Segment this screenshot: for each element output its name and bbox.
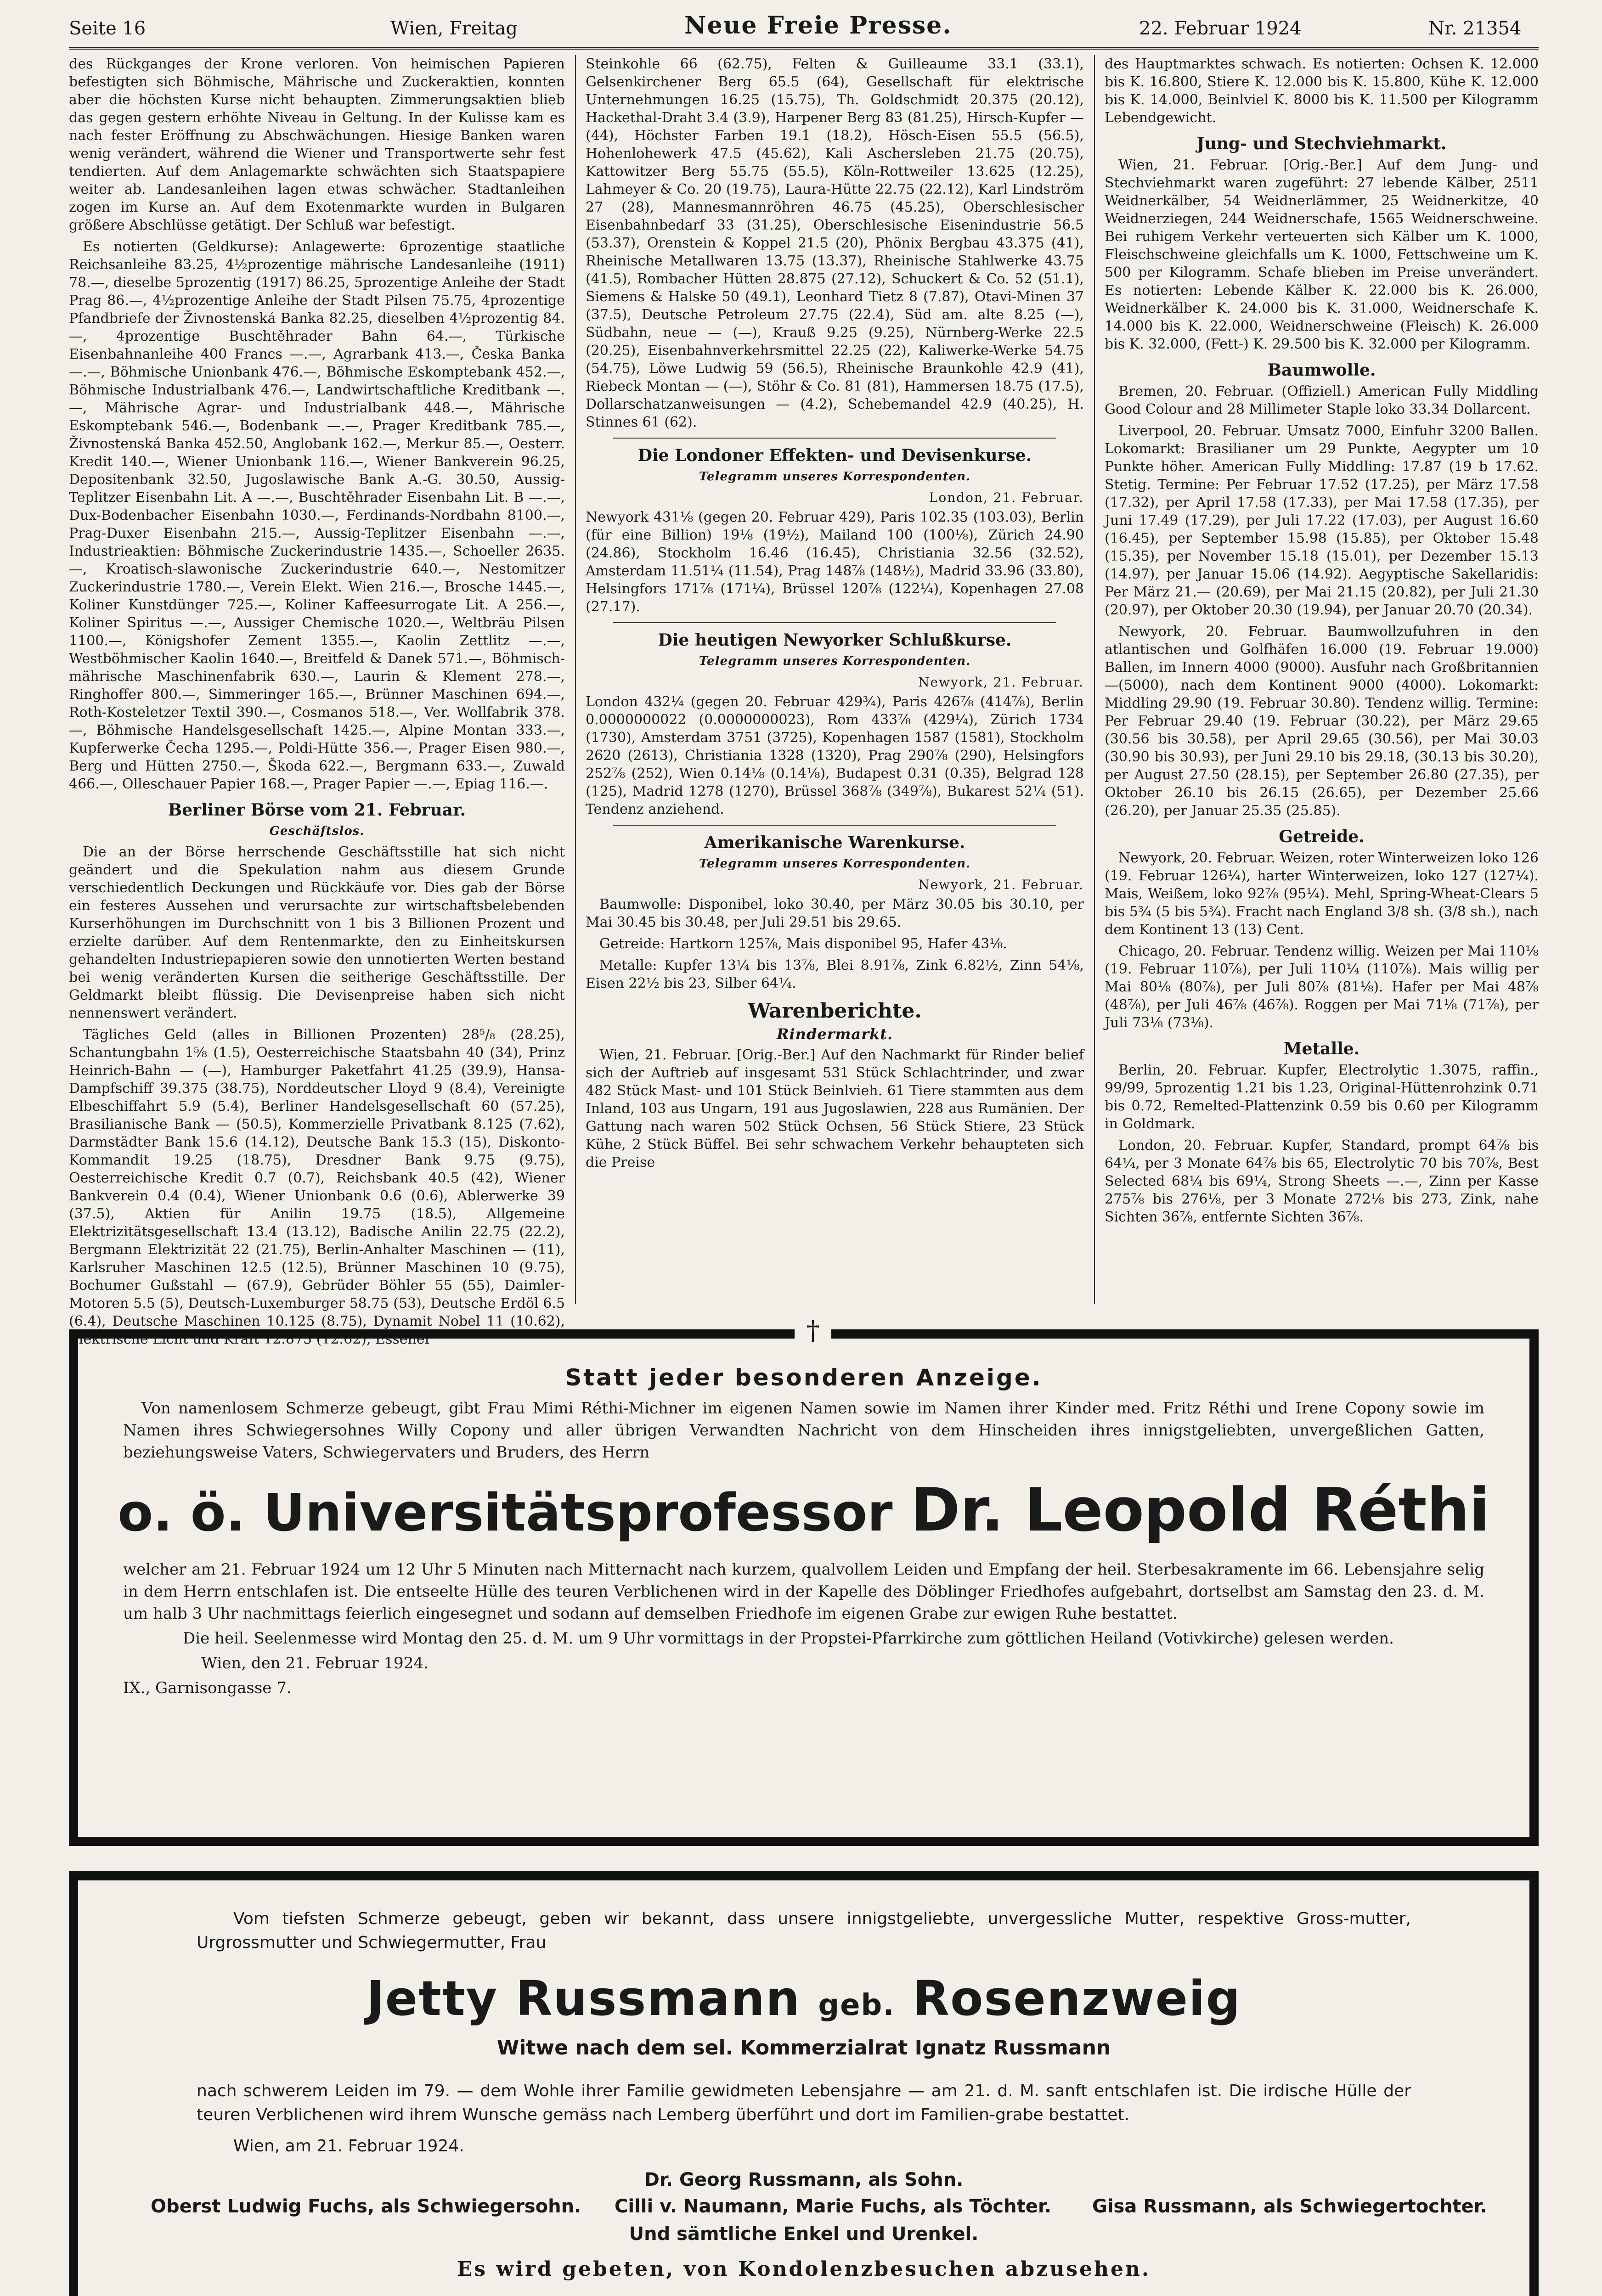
paragraph: Newyork 431⅛ (gegen 20. Februar 429), Paris 102.35 (103.03), Berlin (für eine Billion) 19⅛ (19½), Mailand 100 (100⅛), Zürich 24.90 (24.86), Stockholm 16.46 (16.45), Christiania 32.56 (32.52), Amsterdam 11.51¼ (11.54), Prag 148⅞ (148½), Madrid 33.96 (33.80), Helsingfors 171⅞ (171¼), Brüssel 120⅞ (122¼), Kopenhagen 27.08 (27.17). (586, 509, 1084, 615)
paragraph: Chicago, 20. Februar. Tendenz willig. Weizen per Mai 110⅛ (19. Februar 110⅞), per Juli 110¼ (110⅞). Mais willig per Mai 80⅛ (80⅞), per Juli 80⅞ (81⅛). Hafer per Mai 48⅞ (48⅞), per Juli 46⅞ (46⅞). Roggen per Mai 71⅛ (71⅞), per Juli 73⅛ (73⅛). (1105, 943, 1539, 1031)
section-heading: Amerikanische Warenkurse. (704, 833, 965, 852)
page-number: Seite 16 (69, 18, 146, 39)
page-header (69, 10, 1539, 50)
paragraph: Newyork, 20. Februar. Weizen, roter Winterweizen loko 126 (19. Februar 126¼), harter Winterweizen, loko 127 (127¼). Mais, Weißem, loko 92⅞ (95¼). Mehl, Spring-Wheat-Clears 5 bis 5¾ (5 bis 5¾). Fracht nach England 3/8 sh. (3/8 sh.), nach dem Kontinent 13 (13) Cent. (1105, 850, 1539, 938)
section-heading: Baumwolle. (1267, 360, 1376, 380)
obituary-text: Vom tiefsten Schmerze gebeugt, geben wir bekannt, dass unsere innigstgeliebte, unvergessliche Mutter, respektive Gross-mutter, Urgrossmutter und Schwiegermutter, Frau (197, 1909, 1411, 1952)
issue-number: Nr. 21354 (1428, 18, 1522, 39)
column-3 (1105, 55, 1539, 1304)
paragraph: Newyork, 20. Februar. Baumwollzufuhren in den atlantischen und Golfhäfen 16.000 (19. Februar 19.000) Ballen, im Innern 4000 (9000). Ausfuhr nach Großbritannien —(5000), nach dem Kontinent 9000 (4000). Lokomarkt: Middling 29.90 (19. Februar 30.80). Tendenz willig. Termine: Per Februar 29.40 (19. Februar (30.22), per März 29.65 (30.56 bis 30.58), per April 29.65 (30.56), per Mai 30.03 (30.90 bis 30.93), per Juni 29.10 bis 29.18, (30.13 bis 30.20), per August 27.50 (28.15), per September 26.80 (27.35), per Oktober 26.10 bis 26.15 (26.65), per Dezember 25.66 (26.20), per Januar 25.35 (25.85). (1105, 624, 1539, 819)
paragraph: Getreide: Hartkorn 125⅞, Mais disponibel 95, Hafer 43⅛. (599, 936, 1007, 952)
paragraph: des Hauptmarktes schwach. Es notierten: Ochsen K. 12.000 bis K. 16.800, Stiere K. 12.000 bis K. 15.800, Kühe K. 12.000 bis K. 14.000, Beinlviel K. 8000 bis K. 11.500 per Kilogramm Lebendgewicht. (1105, 56, 1539, 126)
paragraph: Tägliches Geld (alles in Billionen Prozenten) 28⁵/₈ (28.25), Schantungbahn 1⅝ (1.5), Oesterreichische Staatsbahn 40 (34), Prinz Heinrich-Bahn — (—), Hamburger Paketfahrt 41.25 (39.9), Hansa-Dampfschiff 39.375 (38.75), Norddeutscher Lloyd 9 (8.4), Vereinigte Elbeschiffahrt 5.9 (5.4), Berliner Handelsgesellschaft 60 (57.25), Brasilianische Bank — (50.5), Kommerzielle Privatbank 8.125 (7.62), Darmstädter Bank 15.6 (14.12), Deutsche Bank 15.3 (15), Diskonto-Kommandit 19.25 (18.75), Dresdner Bank 9.75 (9.75), Oesterreichische Kredit 0.7 (0.7), Reichsbank 40.5 (42), Wiener Bankverein 0.4 (0.4), Wiener Unionbank 0.6 (0.6), Ablerwerke 39 (37.5), Aktien für Anilin 19.75 (18.5), Allgemeine Elektrizitätsgesellschaft 13.4 (13.12), Badische Anilin 22.75 (22.2), Bergmann Elektrizität 22 (21.75), Berlin-Anhalter Maschinen — (11), Karlsruher Maschinen 12.5 (12.5), Brünner Maschinen 10 (9.75), Bochumer Gußstahl — (67.9), Gebrüder Böhler 55 (55), Daimler-Motoren 5.5 (5), Deutsch-Luxemburger 58.75 (53), Deutsche Erdöl 6.5 (6.4), Deutsche Maschinen 10.125 (8.75), Dynamit Nobel 11 (10.62), Elektrische Licht und Kraft 12.875 (12.62), Essener (69, 1027, 565, 1347)
obituary-date: Wien, den 21. Februar 1924. (201, 1654, 429, 1672)
deceased-name (91, 1475, 1517, 1548)
column-rule (1094, 55, 1095, 1304)
divider (613, 622, 1056, 623)
paragraph: Wien, 21. Februar. [Orig.-Ber.] Auf den Nachmarkt für Rinder belief sich der Auftrieb auf insgesamt 531 Stück Schlachtrinder, und zwar 482 Stück Mast- und 101 Stück Beinlvieh. 61 Tiere stammten aus dem Inland, 103 aus Ungarn, 191 aus Jugoslawien, 228 aus Rumänien. Der Gattung nach waren 502 Stück Ochsen, 56 Stück Stiere, 23 Stück Kühe, 2 Stück Büffel. Bei sehr schwachem Verkehr behaupteten sich die Preise (586, 1047, 1084, 1171)
paragraph: Es notierten (Geldkurse): Anlagewerte: 6prozentige staatliche Reichsanleihe 83.25, 4½prozentige mährische Landesanleihe (1911) 78.—, dieselbe 5prozentig (1917) 86.25, 5prozentige Anleihe der Stadt Prag 86.—, 4½prozentige Anleihe der Stadt Pilsen 75.75, 4prozentige Pfandbriefe der Živnostenská Banka 82.25, dieselben 4½prozentig 84.—, 4prozentige Buschtěhrader Bahn 64.—, Türkische Eisenbahnanleihe 400 Francs —.—, Agrarbank 413.—, Česka Banka —.—, Böhmische Unionbank 476.—, Böhmische Eskomptebank 452.—, Böhmische Industrialbank 476.—, Landwirtschaftliche Kreditbank —.—, Mährische Agrar- und Industrialbank 448.—, Mährische Eskomptebank 546.—, Bodenbank —.—, Prager Kreditbank 785.—, Živnostenská Banka 452.50, Anglobank 162.—, Merkur 85.—, Oesterr. Kredit 140.—, Wiener Unionbank 116.—, Wiener Bankverein 96.25, Depositenbank 32.50, Jugoslawische Bank A.-G. 30.50, Aussig-Teplitzer Eisenbahn Lit. A —.—, Buschtěhrader Eisenbahn Lit. B —.—, Dux-Bodenbacher Eisenbahn 1030.—, Ferdinands-Nordbahn 8100.—, Prag-Duxer Eisenbahn 215.—, Aussig-Teplitzer Eisenbahn —.—, Industrieaktien: Böhmische Zuckerindustrie 1435.—, Schoeller 2635.—, Kroatisch-slawonische Zuckerindustrie 640.—, Nestomitzer Zuckerindustrie 1780.—, Verein Elekt. Wien 216.—, Brosche 1445.—, Koliner Kunstdünger 725.—, Koliner Kaffeesurrogate Lit. A 256.—, Koliner Spiritus —.—, Aussiger Chemische 1020.—, Weltbräu Pilsen 1100.—, Königshofer Zement 1355.—, Kaolin Zettlitz —.—, Westböhmischer Kaolin 1640.—, Breitfeld & Danek 571.—, Böhmisch-mährische Maschinenfabrik 630.—, Laurin & Klement 278.—, Ringhoffer 800.—, Simmeringer 165.—, Brünner Maschinen 694.—, Roth-Kosteletzer Textil 390.—, Cosmanos 518.—, Ver. Wollfabrik 378.—, Böhmische Handelsgesellschaft 1425.—, Alpine Montan 333.—, Kupferwerke Čecha 1295.—, Poldi-Hütte 356.—, Prager Eisen 980.—, Berg und Hütten 2750.—, Škoda 622.—, Bergmann 633.—, Zuwald 466.—, Olleschauer Papier 168.—, Prager Papier —.—, Epiag 116.—. (69, 239, 565, 792)
signatory: Oberst Ludwig Fuchs, als Schwiegersohn. (151, 2196, 581, 2217)
header-place: Wien, Freitag (390, 18, 518, 39)
paragraph: des Rückganges der Krone verloren. Von heimischen Papieren befestigten sich Böhmische, Mährische und Zuckeraktien, konnten aber die höchsten Kurse nicht behaupten. Zimmerungsaktien blieb das gegen gestern erhöhte Niveau in Geltung. In der Kulisse kam es nach fester Eröffnung zu Abschwächungen. Hiesige Banken waren wenig verändert, während die Wiener und Transportwerte sehr fest tendierten. Auf dem Anlagemarkte schwächten sich Staatspapiere weiter ab. Landesanleihen lagen etwas schwächer. Stadtanleihen zogen im Kurse an. Auf dem Exotenmarkte wurden in Bulgaren größere Abschlüsse getätigt. Der Schluß war befestigt. (69, 56, 565, 233)
obituary-date: Wien, am 21. Februar 1924. (233, 2137, 464, 2155)
paragraph: Die an der Börse herrschende Geschäftsstille hat sich nicht geändert und die Spekulation nahm aus diesem Grunde verschiedentlich Deckungen und Rückkäufe vor. Dies gab der Börse ein festeres Aussehen und verursachte zur wirtschaftsbelebenden Kurserhöhungen im Durchschnitt von 1 bis 3 Billionen Prozent und erzielte darüber. Auf dem Rentenmarkte, den zu Einheitskursen gehandelten Industriepapieren sowie den unnotierten Werten bestand bei wenig veränderten Kursen die seitherige Geschäftsstille. Der Geldmarkt bleibt flüssig. Die Devisenpreise haben sich nicht nennenswert verändert. (69, 844, 565, 1021)
signatory: Dr. Georg Russmann, als Sohn. (644, 2169, 964, 2190)
section-heading: Getreide. (1279, 827, 1365, 846)
signatory-row (91, 2193, 1517, 2221)
paragraph: Wien, 21. Februar. [Orig.-Ber.] Auf dem Jung- und Stechviehmarkt waren zugeführt: 27 lebende Kälber, 2511 Weidnerkälber, 54 Weidnerlämmer, 25 Weidnerkitze, 40 Weidnerziegen, 244 Weidnerschafe, 1565 Weidnerschweine. Bei ruhigem Verkehr verteuerten sich Kälber um K. 1000, Fleischschweine gleichfalls um K. 1000, Fettschweine um K. 500 per Kilogramm. Schafe blieben im Preise unverändert. Es notierten: Lebende Kälber K. 22.000 bis K. 26.000, Weidnerkälber K. 24.000 bis K. 31.000, Weidnerschafe K. 14.000 bis K. 22.000, Weidnerschweine (Fleisch) K. 26.000 bis K. 32.000, (Fett-) K. 29.500 bis K. 32.000 per Kilogramm. (1105, 157, 1539, 352)
divider (613, 825, 1056, 826)
signatory: Und sämtliche Enkel und Urenkel. (629, 2223, 979, 2245)
section-heading: Metalle. (1283, 1039, 1360, 1058)
obituary-text: nach schwerem Leiden im 79. — dem Wohle ihrer Familie gewidmeten Lebensjahre — am 21. d. M. sanft entschlafen ist. Die irdische Hülle der teuren Verblichenen wird ihrem Wunsche gemäss nach Lemberg überführt und dort im Familien-grabe bestattet. (197, 2082, 1411, 2124)
paragraph: London 432¼ (gegen 20. Februar 429¾), Paris 426⅞ (414⅞), Berlin 0.0000000022 (0.0000000023), Rom 433⅞ (429¼), Zürich 1734 (1730), Amsterdam 3751 (3725), Kopenhagen 1587 (1581), Stockholm 2620 (2613), Christiania 1328 (1320), Prag 290⅞ (290), Helsingfors 252⅞ (252), Wien 0.14⅛ (0.14⅛), Budapest 0.31 (0.35), Belgrad 128 (125), Madrid 1278 (1270), Brüssel 368⅞ (349⅞), Bukarest 52¼ (51). Tendenz anziehend. (586, 694, 1084, 817)
section-heading: Die heutigen Newyorker Schlußkurse. (658, 630, 1012, 650)
signatory: Gisa Russmann, als Schwiegertochter. (1092, 2196, 1487, 2217)
signatory: Cilli v. Naumann, Marie Fuchs, als Töchter. (615, 2196, 1052, 2217)
deceased-name (91, 1969, 1517, 2035)
paragraph: Bremen, 20. Februar. (Offiziell.) American Fully Middling Good Colour and 28 Millimeter Staple loko 33.34 Dollarcent. (1105, 383, 1539, 417)
obituary-russmann (69, 1871, 1539, 2296)
obituary-title: Statt jeder besonderen Anzeige. (565, 1364, 1043, 1391)
deceased-fullname: Dr. Leopold Réthi (910, 1475, 1490, 1545)
obituary-text: welcher am 21. Februar 1924 um 12 Uhr 5 Minuten nach Mitternacht nach kurzem, qualvollem Leiden und Empfang der heil. Sterbesakramente im 66. Lebensjahre selig in dem Herrn entschlafen ist. Die entseelte Hülle des teuren Verblichenen wird in der Kapelle des Döblinger Friedhofes aufgebahrt, dortselbst am Samstag den 23. d. M. um halb 3 Uhr nachmittags feierlich eingesegnet und sodann auf demselben Friedhofe im eigenen Grabe zur ewigen Ruhe bestattet. (123, 1560, 1484, 1623)
section-subheading: Telegramm unseres Korrespondenten. (699, 470, 971, 484)
column-rule (575, 55, 576, 1304)
section-subheading: Telegramm unseres Korrespondenten. (699, 857, 971, 871)
dateline: Newyork, 21. Februar. (918, 877, 1084, 892)
column-1 (69, 55, 565, 1347)
obituary-reththi (69, 1315, 1539, 1846)
section-subheading: Rindermarkt. (776, 1025, 893, 1043)
paragraph: Metalle: Kupfer 13¼ bis 13⅞, Blei 8.91⅞, Zink 6.82½, Zinn 54⅛, Eisen 22½ bis 23, Silber 64¼. (586, 957, 1084, 991)
section-heading: Jung- und Stechviehmarkt. (1196, 134, 1447, 153)
deceased-title: o. ö. Universitätsprofessor (118, 1483, 893, 1543)
section-heading: Warenberichte. (748, 999, 922, 1023)
obituary-text: Von namenlosem Schmerze gebeugt, gibt Frau Mimi Réthi-Michner im eigenen Namen sowie im Namen ihrer Kinder med. Fritz Réthi und Irene Copony sowie im Namen ihres Schwiegersohnes Willy Copony und aller übrigen Verwandten Nachricht von dem Hinscheiden ihres innigstgeliebten, unvergeßlichen Gatten, beziehungsweise Vaters, Schwiegervaters und Bruders, des Herrn (123, 1399, 1484, 1462)
divider (613, 438, 1056, 439)
paragraph: Baumwolle: Disponibel, loko 30.40, per März 30.05 bis 30.10, per Mai 30.45 bis 30.48, per Juli 29.51 bis 29.65. (586, 896, 1084, 930)
newspaper-title: Neue Freie Presse. (684, 11, 952, 39)
paragraph: Liverpool, 20. Februar. Umsatz 7000, Einfuhr 3200 Ballen. Lokomarkt: Brasilianer um 29 Punkte, Aegypter um 10 Punkte höher. American Fully Middling: 17.87 (19 b 17.62. Stetig. Termine: Per Februar 17.52 (17.25), per März 17.58 (17.32), per April 17.58 (17.33), per Mai 17.58 (17.35), per Juni 17.49 (17.29), per Juli 17.22 (17.03), per August 16.60 (16.45), per September 15.98 (15.85), per Oktober 15.48 (15.35), per November 15.18 (15.01), per Dezember 15.13 (14.97), per Januar 15.06 (14.92). Aegyptische Sakellaridis: Per März 21.— (20.69), per Mai 21.15 (20.82), per Juli 21.30 (20.97), per Oktober 20.30 (19.94), per Januar 20.70 (20.34). (1105, 423, 1539, 618)
column-2 (586, 55, 1084, 1304)
dateline: Newyork, 21. Februar. (918, 675, 1084, 690)
born-label: geb. (818, 1988, 895, 2022)
section-heading: Die Londoner Effekten- und Devisenkurse. (637, 446, 1032, 465)
deceased-firstname: Jetty Russmann (366, 1970, 801, 2026)
obituary-mass: Die heil. Seelenmesse wird Montag den 25. d. M. um 9 Uhr vormittags in der Propstei-Pfarrkirche zum göttlichen Heiland (Votivkirche) gelesen werden. (183, 1629, 1394, 1648)
paragraph: Steinkohle 66 (62.75), Felten & Guilleaume 33.1 (33.1), Gelsenkirchener Berg 65.5 (64), Gesellschaft für elektrische Unternehmungen 16.25 (15.75), Th. Goldschmidt 20.375 (20.12), Hackethal-Draht 3.4 (3.9), Harpener Berg 83 (81.25), Hirsch-Kupfer — (44), Höchster Farben 19.1 (18.2), Hösch-Eisen 55.5 (56.5), Hohenlohewerk 47.5 (45.62), Kali Aschersleben 21.75 (20.75), Kattowitzer Berg 55.75 (55.5), Köln-Rottweiler 13.625 (12.25), Lahmeyer & Co. 20 (19.75), Laura-Hütte 22.75 (22.12), Karl Lindström 27 (28), Mannesmannröhren 46.75 (45.25), Oberschlesischer Eisenbahnbedarf 33 (31.25), Oberschlesische Eisenindustrie 56.5 (53.37), Orenstein & Koppel 21.5 (20), Phönix Bergbau 43.375 (41), Rheinische Metallwaren 13.75 (13.37), Rheinische Stahlwerke 43.75 (41.5), Rombacher Hütten 28.875 (27.12), Schuckert & Co. 52 (51.1), Siemens & Halske 50 (49.1), Leonhard Tietz 8 (7.87), Otavi-Minen 37 (37.5), Deutsche Petroleum 27.75 (22.4), Süd am. alte 8.25 (—), Südbahn, neue — (—), Krauß 9.25 (9.25), Nürnberg-Werke 22.5 (20.25), Eisenbahnverkehrsmittel 22.25 (22), Kaliwerke-Werke 54.75 (54.75), Löwe Ludwig 59 (56.5), Rheinische Braunkohle 42.9 (41), Riebeck Montan — (—), Stöhr & Co. 81 (81), Hammersen 18.75 (17.5), Dollarschatzanweisungen — (4.2), Schebemandel 42.9 (40.25), H. Stinnes 61 (62). (586, 56, 1084, 430)
paragraph: Berlin, 20. Februar. Kupfer, Electrolytic 1.3075, raffin., 99/99, 5prozentig 1.21 bis 1.23, Original-Hüttenrohzink 0.71 bis 0.72, Remelted-Plattenzink 0.59 bis 0.60 per Kilogramm in Goldmark. (1105, 1062, 1539, 1132)
deceased-maidenname: Rosenzweig (912, 1970, 1241, 2026)
section-subheading: Telegramm unseres Korrespondenten. (699, 654, 971, 668)
section-heading: Berliner Börse vom 21. Februar. (168, 800, 466, 820)
header-date: 22. Februar 1924 (1139, 18, 1302, 39)
section-subheading: Geschäftslos. (269, 824, 365, 838)
cross-icon: † (795, 1316, 831, 1345)
widow-line: Witwe nach dem sel. Kommerzialrat Ignatz Russmann (496, 2036, 1111, 2060)
closing-line: Es wird gebeten, von Kondolenzbesuchen abzusehen. (457, 2257, 1151, 2281)
dateline: London, 21. Februar. (929, 490, 1084, 505)
obituary-address: IX., Garnisongasse 7. (123, 1679, 292, 1697)
paragraph: London, 20. Februar. Kupfer, Standard, prompt 64⅞ bis 64¼, per 3 Monate 64⅞ bis 65, Electrolytic 70 bis 70⅞, Best Selected 68¼ bis 69¼, Strong Sheets —.—, Zinn per Kasse 275⅞ bis 276⅛, per 3 Monate 272⅛ bis 273, Zink, nahe Sichten 36⅞, entfernte Sichten 36⅞. (1105, 1137, 1539, 1225)
